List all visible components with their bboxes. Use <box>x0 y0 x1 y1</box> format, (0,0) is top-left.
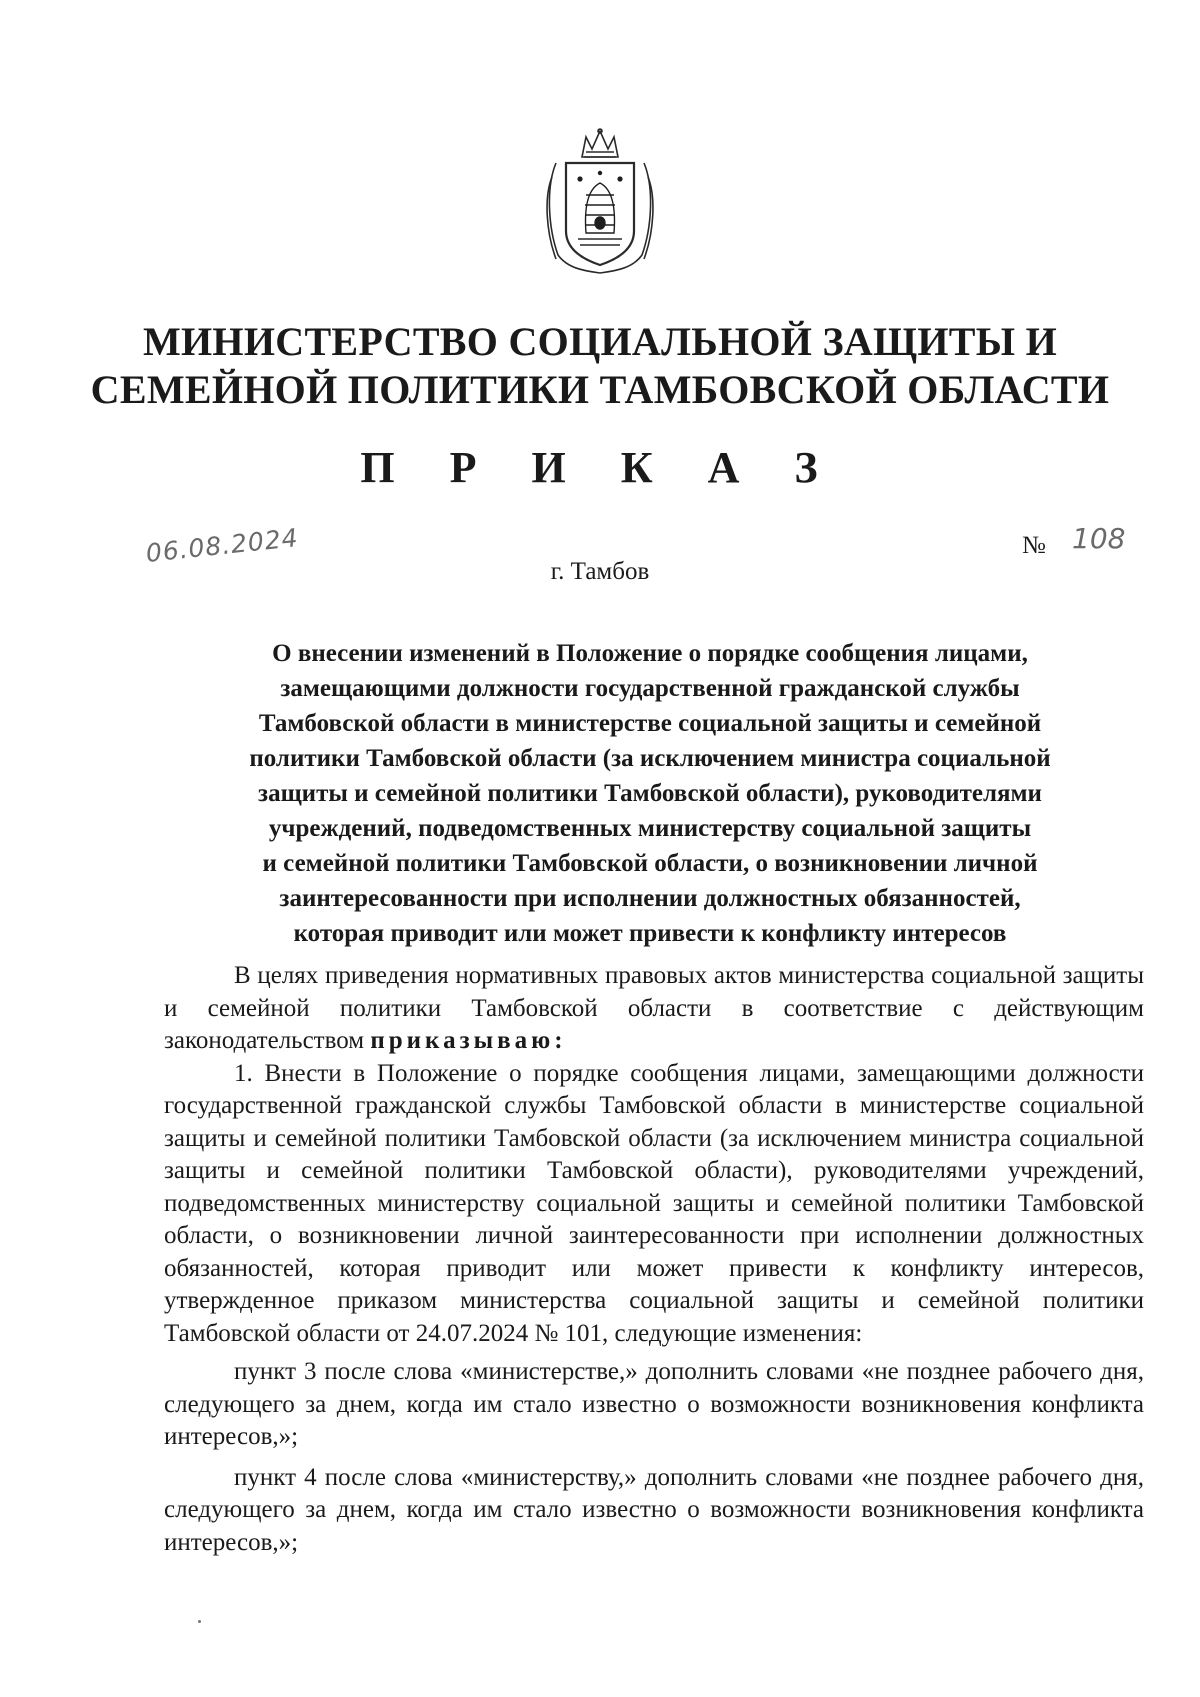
number-label: № <box>1022 532 1046 559</box>
ministry-name-line2: СЕМЕЙНОЙ ПОЛИТИКИ ТАМБОВСКОЙ ОБЛАСТИ <box>90 367 1110 412</box>
intro-paragraph <box>164 960 1144 1058</box>
subject-line: учреждений, подведомственных министерству социальной защиты <box>268 815 1032 842</box>
intro-text: В целях приведения нормативных правовых актов министерства социальной защиты и семейной политики Тамбовской области в соответствие с действующим законодательством <box>164 962 1144 1054</box>
item-1-paragraph: 1. Внести в Положение о порядке сообщения лицами, замещающими должности государственной гражданской службы Тамбовской области в министерстве социальной защиты и семейной политики Тамбовской области (за исключением министра социальной защиты и семейной политики Тамбовской области), руководителями учреждений, подведомственных министерству социальной защиты и семейной политики Тамбовской области, о возникновении личной заинтересованности при исполнении должностных обязанностей, которая приводит или может привести к конфликту интересов, утвержденное приказом министерства социальной защиты и семейной политики Тамбовской области от 24.07.2024 № 101, следующие изменения: <box>164 1059 1144 1347</box>
subject-line: и семейной политики Тамбовской области, о возникновении личной <box>262 850 1038 877</box>
coat-of-arms-icon <box>542 127 658 277</box>
subject-line: замещающими должности государственной гражданской службы <box>280 675 1020 702</box>
handwritten-number: 108 <box>1072 522 1126 555</box>
city: г. Тамбов <box>550 558 650 585</box>
subject-line: Тамбовской области в министерстве социальной защиты и семейной <box>258 710 1042 737</box>
subject-line: заинтересованности при исполнении должностных обязанностей, <box>279 885 1021 912</box>
order-body <box>164 960 1144 1559</box>
subject-line: защиты и семейной политики Тамбовской области), руководителями <box>258 780 1042 807</box>
ministry-name <box>0 318 1200 414</box>
subject-line: политики Тамбовской области (за исключением министра социальной <box>249 745 1051 772</box>
order-word: приказываю: <box>370 1027 567 1054</box>
subject-line: которая приводит или может привести к конфликту интересов <box>293 920 1007 947</box>
point-4-paragraph: пункт 4 после слова «министерству,» дополнить словами «не позднее рабочего дня, следующего за днем, когда им стало известно о возможности возникновения конфликта интересов,»; <box>164 1463 1144 1556</box>
scan-speck <box>198 1620 201 1623</box>
handwritten-date: 06.08.2024 <box>144 523 300 568</box>
document-type-title: П Р И К А З <box>360 443 840 492</box>
order-subject <box>170 636 1130 951</box>
point-3-paragraph: пункт 3 после слова «министерстве,» дополнить словами «не позднее рабочего дня, следующего за днем, когда им стало известно о возможности возникновения конфликта интересов,»; <box>164 1358 1144 1450</box>
subject-line: О внесении изменений в Положение о порядке сообщения лицами, <box>272 640 1028 667</box>
ministry-name-line1: МИНИСТЕРСТВО СОЦИАЛЬНОЙ ЗАЩИТЫ И <box>142 319 1058 364</box>
